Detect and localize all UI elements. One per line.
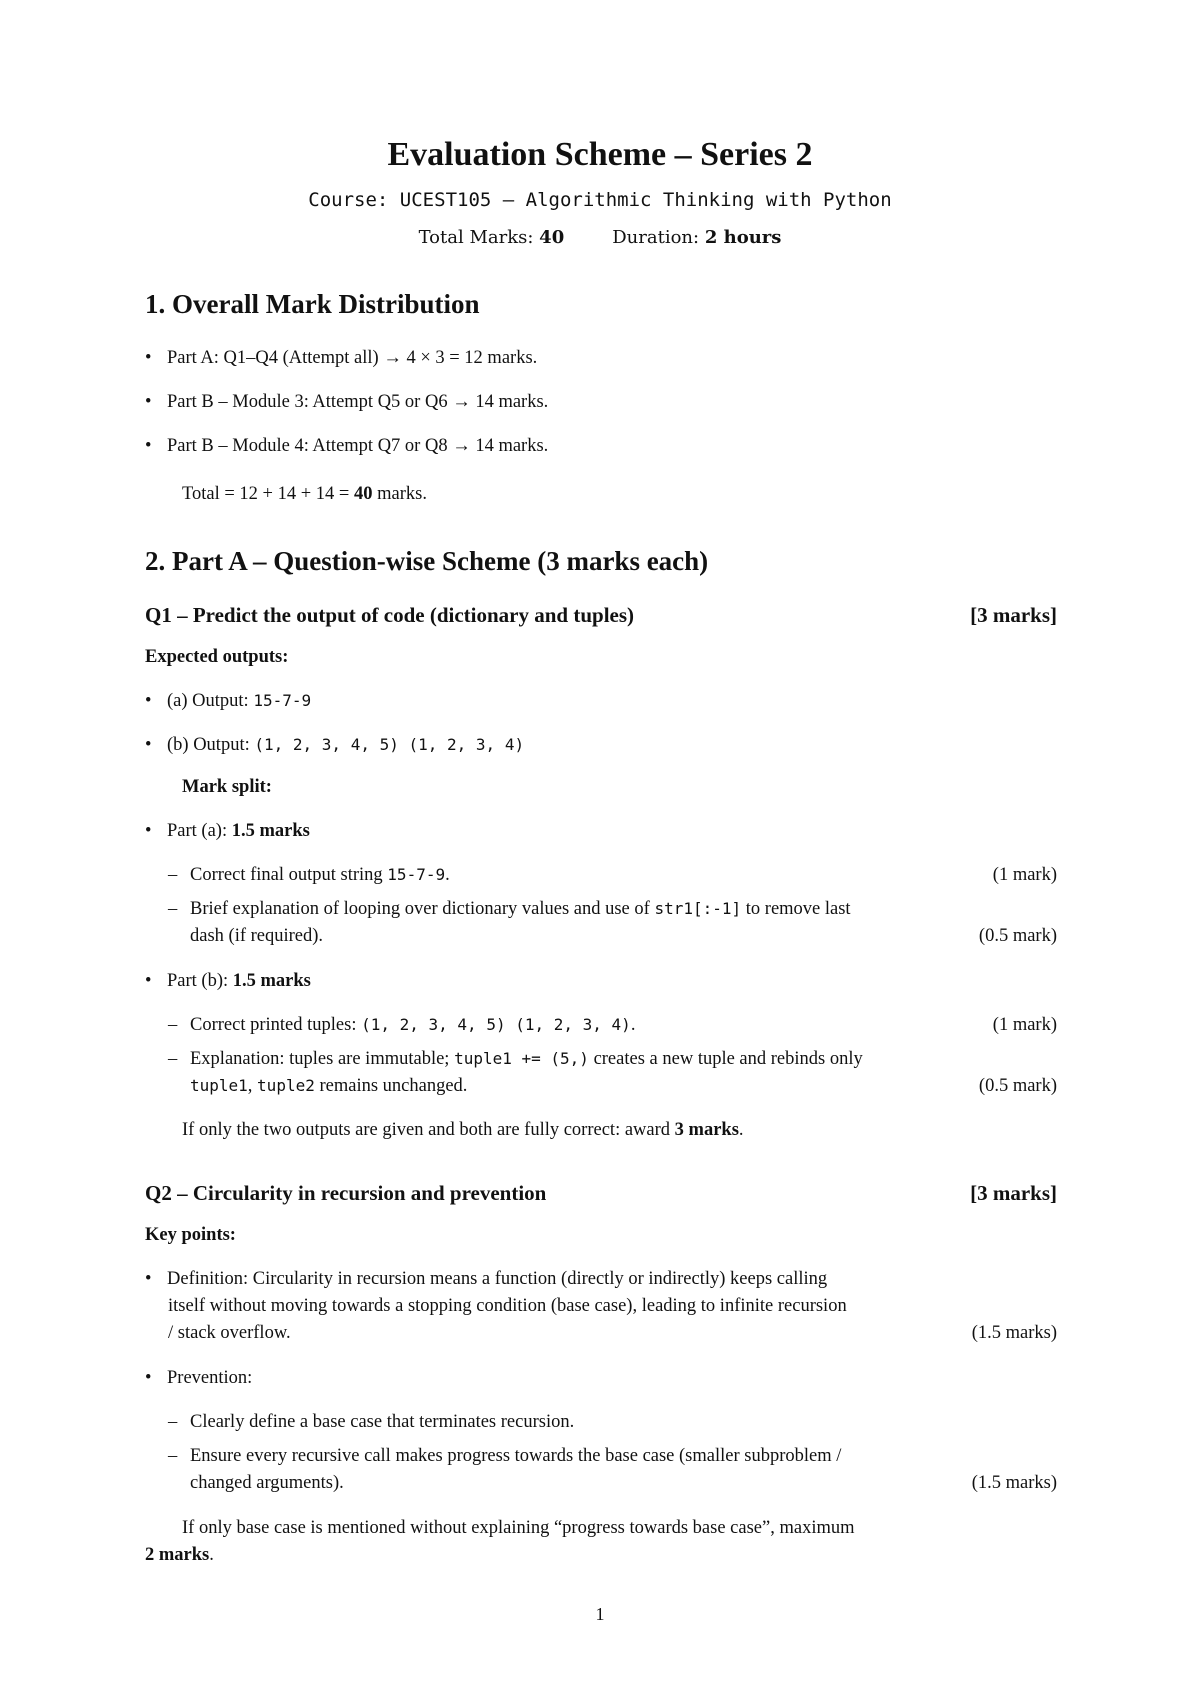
q1-part-b-item: – Explanation: tuples are immutable; tuple1 += (5,) creates a new tuple and rebinds only [168, 1049, 863, 1069]
q1-title: Q1 – Predict the output of code (dictionary and tuples) [3 marks] [145, 603, 1057, 627]
q1-part-a: • Part (a): 1.5 marks [145, 821, 310, 841]
q2-definition: • Definition: Circularity in recursion means a function (directly or indirectly) keeps calling [145, 1269, 828, 1289]
q2-final-note: If only base case is mentioned without explaining “progress towards base case”, maximum [182, 1518, 855, 1538]
section1-item: • Part B – Module 3: Attempt Q5 or Q6 → 14 marks. [145, 392, 549, 412]
total-marks-value: 40 [539, 227, 565, 248]
q1-award-note: If only the two outputs are given and both are fully correct: award 3 marks. [182, 1120, 744, 1140]
q1-output-a: • (a) Output: 15-7-9 [145, 691, 312, 711]
q1-part-b-item-cont: tuple1, tuple2 remains unchanged. (0.5 mark) [190, 1076, 1057, 1096]
q2-prevention-item: – Ensure every recursive call makes progress towards the base case (smaller subproblem / [168, 1446, 842, 1466]
section1-total: Total = 12 + 14 + 14 = 40 marks. [182, 484, 427, 504]
section1-item: • Part B – Module 4: Attempt Q7 or Q8 → 14 marks. [145, 436, 549, 456]
q2-final-note-cont: 2 marks. [145, 1545, 214, 1565]
q2-key-points-label: Key points: [145, 1225, 236, 1245]
q1-marks: [3 marks] [970, 603, 1057, 627]
duration-value: 2 hours [704, 227, 782, 248]
page-title: Evaluation Scheme – Series 2 [387, 136, 813, 173]
section2-heading: 2. Part A – Question-wise Scheme (3 marks each) [145, 546, 709, 576]
duration-label: Duration: [612, 227, 705, 248]
q1-part-a-item: – Brief explanation of looping over dictionary values and use of str1[:-1] to remove last [168, 899, 851, 919]
q2-prevention-item: – Clearly define a base case that terminates recursion. [168, 1412, 575, 1432]
q2-definition-cont: / stack overflow. (1.5 marks) [168, 1323, 1057, 1343]
q1-output-b: • (b) Output: (1, 2, 3, 4, 5) (1, 2, 3, 4) [145, 735, 525, 755]
section1-item: • Part A: Q1–Q4 (Attempt all) → 4 × 3 = 12 marks. [145, 348, 538, 368]
total-marks-label: Total Marks: [418, 227, 540, 248]
q1-part-b: • Part (b): 1.5 marks [145, 971, 311, 991]
page-number: 1 [595, 1604, 605, 1624]
q2-prevention: • Prevention: [145, 1368, 253, 1388]
marks-duration-line [0, 227, 1200, 248]
course-line: Course: UCEST105 – Algorithmic Thinking with Python [308, 189, 892, 211]
q2-definition-cont: itself without moving towards a stopping condition (base case), leading to infinite recursion [168, 1296, 847, 1316]
q2-prevention-item-cont: changed arguments). (1.5 marks) [190, 1473, 1057, 1493]
q1-part-a-item-cont: dash (if required). (0.5 mark) [190, 926, 1057, 946]
q2-marks: [3 marks] [970, 1181, 1057, 1205]
q1-mark-split-label: Mark split: [182, 777, 272, 797]
q2-title: Q2 – Circularity in recursion and prevention [3 marks] [145, 1181, 1057, 1205]
q1-part-b-item: – Correct printed tuples: (1, 2, 3, 4, 5) (1, 2, 3, 4). (1 mark) [168, 1015, 1057, 1035]
q1-part-a-item: – Correct final output string 15-7-9. (1 mark) [168, 865, 1057, 885]
section1-heading: 1. Overall Mark Distribution [145, 289, 480, 319]
q1-expected-label: Expected outputs: [145, 647, 289, 667]
